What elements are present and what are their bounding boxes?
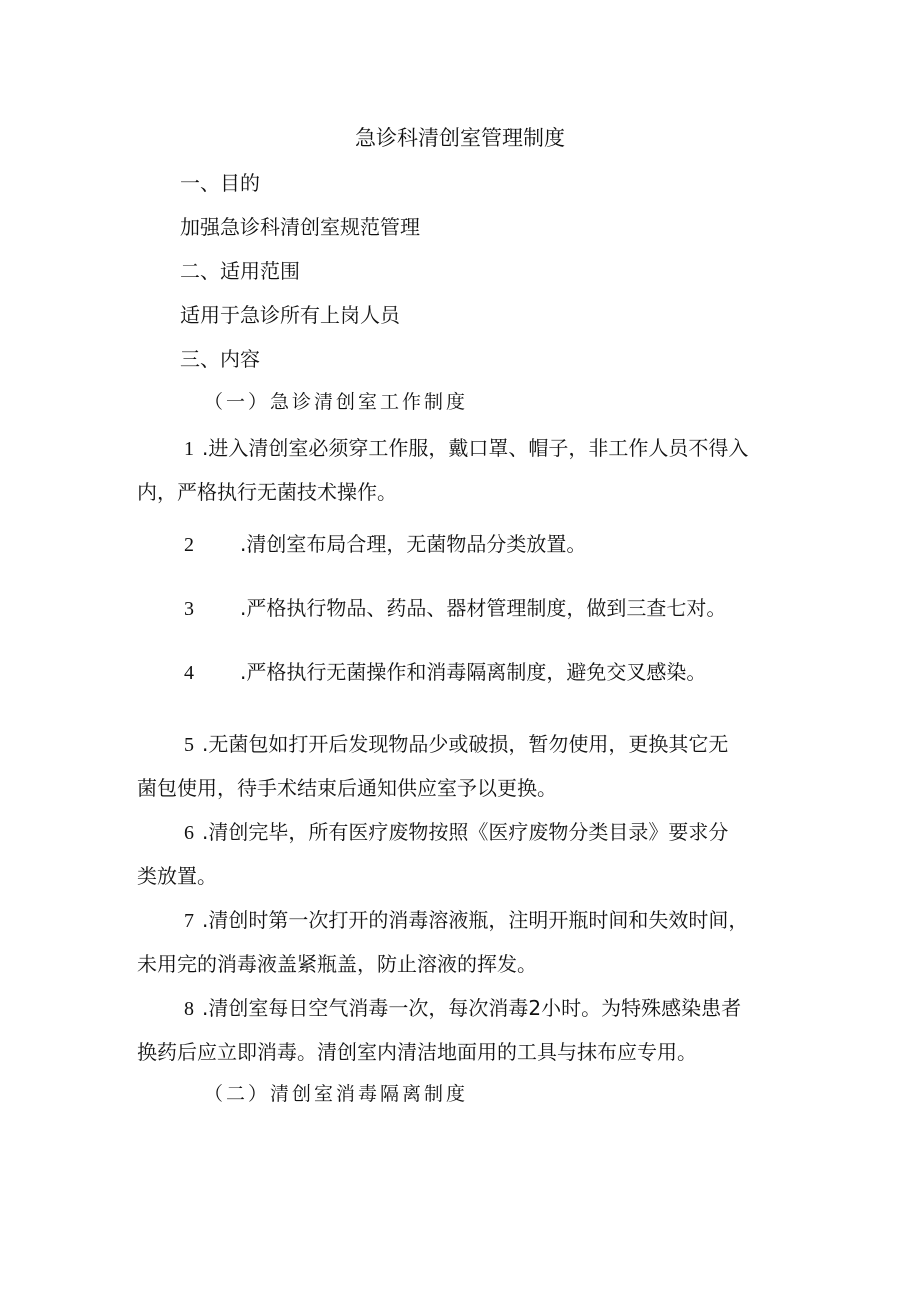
page-title: 急诊科清创室管理制度 — [355, 126, 565, 150]
item-number: 7 — [184, 910, 194, 932]
list-item — [184, 594, 727, 623]
item-text-continued: 菌包使用，待手术结束后通知供应室予以更换。 — [137, 776, 557, 800]
item-text: .进入清创室必须穿工作服，戴口罩、帽子，非工作人员不得入 — [202, 436, 749, 460]
list-item — [184, 530, 587, 559]
list-item — [184, 994, 742, 1023]
item-text: .严格执行无菌操作和消毒隔离制度，避免交叉感染。 — [240, 660, 707, 684]
section-heading-scope: 二、适用范围 — [180, 259, 300, 283]
item-number: 5 — [184, 734, 194, 756]
list-item — [184, 730, 729, 759]
item-text-continued: 换药后应立即消毒。清创室内清洁地面用的工具与抹布应专用。 — [137, 1040, 697, 1064]
item-text: .清创室每日空气消毒一次，每次消毒2小时。为特殊感染患者 — [202, 996, 742, 1020]
section-body-purpose: 加强急诊科清创室规范管理 — [180, 215, 420, 239]
item-text-continued: 内，严格执行无菌技术操作。 — [137, 480, 397, 504]
item-number: 3 — [184, 598, 194, 620]
item-text: .清创时第一次打开的消毒溶液瓶，注明开瓶时间和失效时间， — [202, 908, 749, 932]
item-number: 1 — [184, 438, 194, 460]
list-item — [184, 434, 749, 463]
list-item — [184, 658, 707, 687]
section-heading-purpose: 一、目的 — [180, 171, 260, 195]
item-text-continued: 类放置。 — [137, 864, 217, 888]
item-text: .无菌包如打开后发现物品少或破损，暂勿使用，更换其它无 — [202, 732, 729, 756]
section-body-scope: 适用于急诊所有上岗人员 — [180, 303, 400, 327]
item-number: 8 — [184, 998, 194, 1020]
item-text: .清创完毕，所有医疗废物按照《医疗废物分类目录》要求分 — [202, 820, 729, 844]
item-text: .清创室布局合理，无菌物品分类放置。 — [240, 532, 587, 556]
section-heading-content: 三、内容 — [180, 347, 260, 371]
item-text: .严格执行物品、药品、器材管理制度，做到三查七对。 — [240, 596, 727, 620]
subsection-heading-disinfection: （二）清创室消毒隔离制度 — [204, 1083, 469, 1105]
subsection-heading-work-rules: （一）急诊清创室工作制度 — [204, 391, 469, 413]
item-text-continued: 未用完的消毒液盖紧瓶盖，防止溶液的挥发。 — [137, 952, 537, 976]
list-item — [184, 818, 729, 847]
item-number: 4 — [184, 662, 194, 684]
list-item — [184, 906, 749, 935]
item-number: 6 — [184, 822, 194, 844]
item-number: 2 — [184, 534, 194, 556]
